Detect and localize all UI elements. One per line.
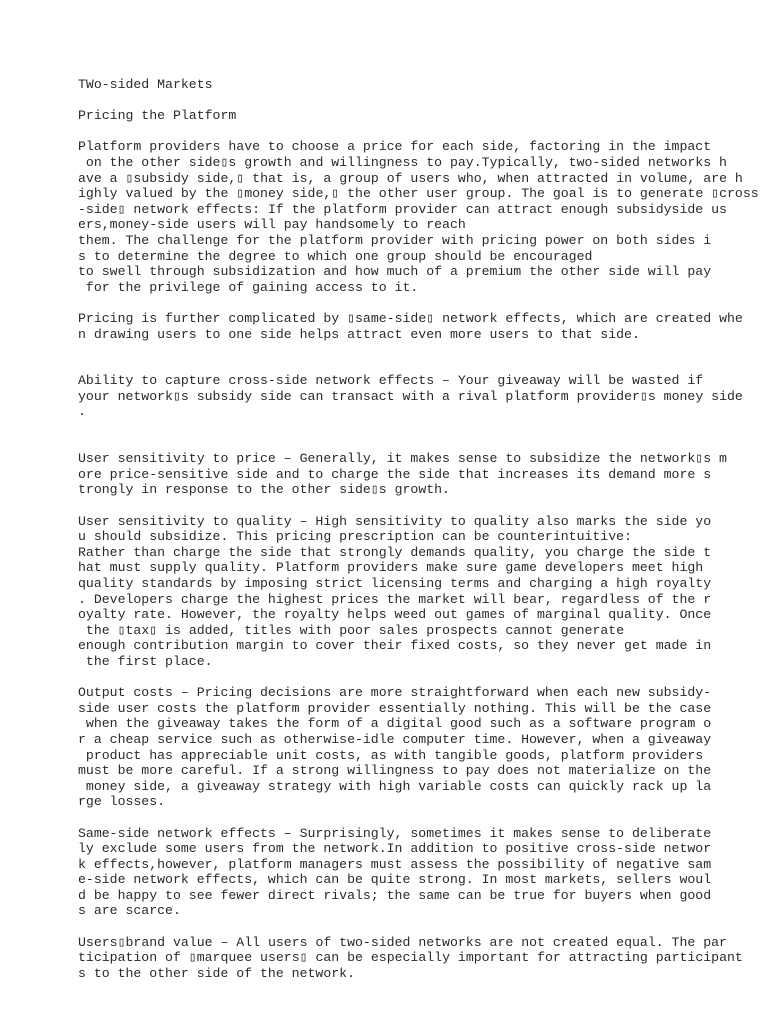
text-line [78,358,758,374]
text-line: to swell through subsidization and how much of a premium the other side will pay [78,264,712,280]
text-line: ly exclude some users from the network.In addition to positive cross-side networ [78,841,712,857]
text-line: rge losses. [78,794,166,810]
text-line: must be more careful. If a strong willingness to pay does not materialize on the [78,763,712,779]
text-line: . Developers charge the highest prices the market will bear, regardless of the r [78,591,712,607]
text-line: the first place. [78,653,213,669]
text-line: quality standards by imposing strict licensing terms and charging a high royalty [78,576,712,591]
text-line [78,919,758,935]
text-line: them. The challenge for the platform provider with pricing power on both sides i [78,232,712,248]
text-line [78,810,758,826]
text-line: Output costs – Pricing decisions are more straightforward when each new subsidy- [78,685,712,701]
text-line: money side, a giveaway strategy with high variable costs can quickly rack up la [78,778,712,794]
text-line: s are scarce. [78,903,181,919]
text-line [78,420,758,436]
text-line: User sensitivity to quality – High sensitivity to quality also marks the side yo [78,513,712,529]
text-line: d be happy to see fewer direct rivals; the same can be true for buyers when good [78,887,712,903]
text-line: s to the other side of the network. [78,965,355,981]
text-line [78,295,758,311]
text-line: ave a ▯subsidy side,▯ that is, a group of users who, when attracted in volume, are h [78,170,743,186]
text-line: Pricing the Platform [78,108,237,124]
text-line: r a cheap service such as otherwise-idle computer time. However, when a giveaway [78,731,712,747]
text-line: ore price-sensitive side and to charge the side that increases its demand more s [78,466,712,482]
text-line: product has appreciable unit costs, as with tangible goods, platform providers [78,747,704,763]
text-line: s to determine the degree to which one group should be encouraged [78,248,593,264]
text-line [78,670,758,686]
text-line: for the privilege of gaining access to it. [78,279,419,295]
text-line [78,93,758,109]
text-line: u should subsidize. This pricing prescription can be counterintuitive: [78,529,632,545]
text-line: oyalty rate. However, the royalty helps weed out games of marginal quality. Once [78,607,712,623]
text-line: Pricing is further complicated by ▯same-side▯ network effects, which are created whe [78,310,743,326]
document-body [78,77,758,981]
text-line: Same-side network effects – Surprisingly, sometimes it makes sense to deliberate [78,825,712,841]
text-line: Ability to capture cross-side network effects – Your giveaway will be wasted if [78,373,704,389]
text-line: n drawing users to one side helps attract even more users to that side. [78,326,640,342]
text-line [78,436,758,452]
text-line: User sensitivity to price – Generally, it makes sense to subsidize the network▯s m [78,451,727,467]
text-line: hat must supply quality. Platform providers make sure game developers meet high [78,560,704,576]
text-line: ighly valued by the ▯money side,▯ the other user group. The goal is to generate ▯cross [78,186,759,202]
text-line: your network▯s subsidy side can transact with a rival platform provider▯s money side [78,388,743,404]
text-line: ers,money-side users will pay handsomely to reach [78,217,466,233]
text-line [78,342,758,358]
text-line [78,498,758,514]
text-line: on the other side▯s growth and willingness to pay.Typically, two-sided networks h [78,154,727,170]
text-line: ticipation of ▯marquee users▯ can be especially important for attracting participant [78,950,743,966]
text-line: the ▯tax▯ is added, titles with poor sales prospects cannot generate [78,622,625,638]
text-line: e-side network effects, which can be quite strong. In most markets, sellers woul [78,872,712,888]
text-line: when the giveaway takes the form of a digital good such as a software program o [78,716,712,732]
text-line: . [78,404,86,420]
text-line: Users▯brand value – All users of two-sided networks are not created equal. The par [78,934,727,950]
text-line: k effects,however, platform managers must assess the possibility of negative sam [78,856,712,872]
text-line: -side▯ network effects: If the platform provider can attract enough subsidyside us [78,201,727,217]
text-line: Rather than charge the side that strongly demands quality, you charge the side t [78,544,712,560]
text-line: Platform providers have to choose a price for each side, factoring in the impact [78,139,712,155]
text-line [78,124,758,140]
text-line: side user costs the platform provider essentially nothing. This will be the case [78,700,712,716]
text-line: trongly in response to the other side▯s growth. [78,482,450,498]
text-line: enough contribution margin to cover their fixed costs, so they never get made in [78,638,712,654]
text-line: TWo-sided Markets [78,77,213,92]
